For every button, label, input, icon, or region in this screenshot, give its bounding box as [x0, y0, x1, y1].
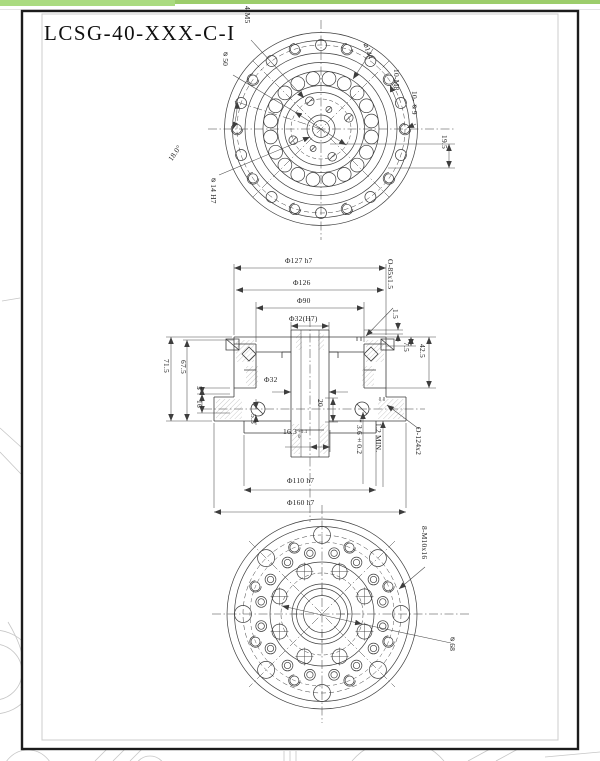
dim-label-phi32h7: Φ32(H7) — [289, 314, 318, 323]
drawing-title: LCSG-40-XXX-C-I — [44, 21, 236, 45]
dim-label-4-m5: 4-M5 — [243, 6, 252, 24]
dim-label-phi160: Φ160 h7 — [287, 498, 315, 507]
dim-label-20: 20 — [316, 399, 325, 407]
dim-label-16-3-with-tolerance — [283, 428, 307, 441]
dim-label-8-m10x16: 8-M10x16 — [420, 526, 429, 560]
tolerance-upper: +0.1 — [297, 430, 308, 435]
dim-label-phi127: Φ127 h7 — [285, 256, 313, 265]
dim-label-10-d9: 10-⌀9 — [410, 91, 419, 115]
dim-label-3-6: * 3.6±0.2 — [355, 419, 364, 455]
dim-label-phi90: Φ90 — [297, 296, 311, 305]
dim-label-10-m8: 10-M8 — [392, 69, 401, 91]
dim-label-71-5: 71.5 — [162, 359, 171, 373]
dim-label-phi126: Φ126 — [293, 278, 311, 287]
dim-label-1-5: 1.5 — [391, 309, 400, 319]
dim-16-3-tolerance — [298, 431, 308, 441]
dim-label-7-5: 7.5 — [402, 342, 411, 352]
dim-label-phi110: Φ110 h7 — [287, 476, 315, 485]
dim-label-d50: ⌀50 — [221, 49, 230, 67]
sheet-frame — [22, 11, 578, 749]
dim-label-42-5: 42.5 — [418, 344, 427, 358]
dim-label-oring-124: O-124x2 — [414, 427, 423, 456]
dim-label-phi32: Φ32 — [264, 375, 278, 384]
dim-label-d68: ⌀68 — [448, 634, 457, 652]
dim-label-16: 16 — [195, 400, 204, 408]
dim-label-5: 5 — [195, 386, 204, 390]
dim-label-d14h7: ⌀14 H7 — [209, 175, 218, 204]
dim-label-5-3: 5.3 — [249, 414, 258, 424]
dim-label-d144: ⌀144 — [361, 41, 376, 61]
dim-label-18-deg: 18.0° — [166, 143, 184, 163]
dim-label-oring-85: O-85x1.5 — [386, 259, 395, 290]
tolerance-lower: 0 — [297, 434, 301, 440]
dim-label-67-5: 67.5 — [179, 360, 188, 374]
dim-label-19-5: 19.5 — [440, 135, 449, 149]
dim-16-3-value: 16.3 — [283, 427, 297, 436]
dim-label-1-2-min: 1.2 MIN. — [374, 423, 383, 453]
